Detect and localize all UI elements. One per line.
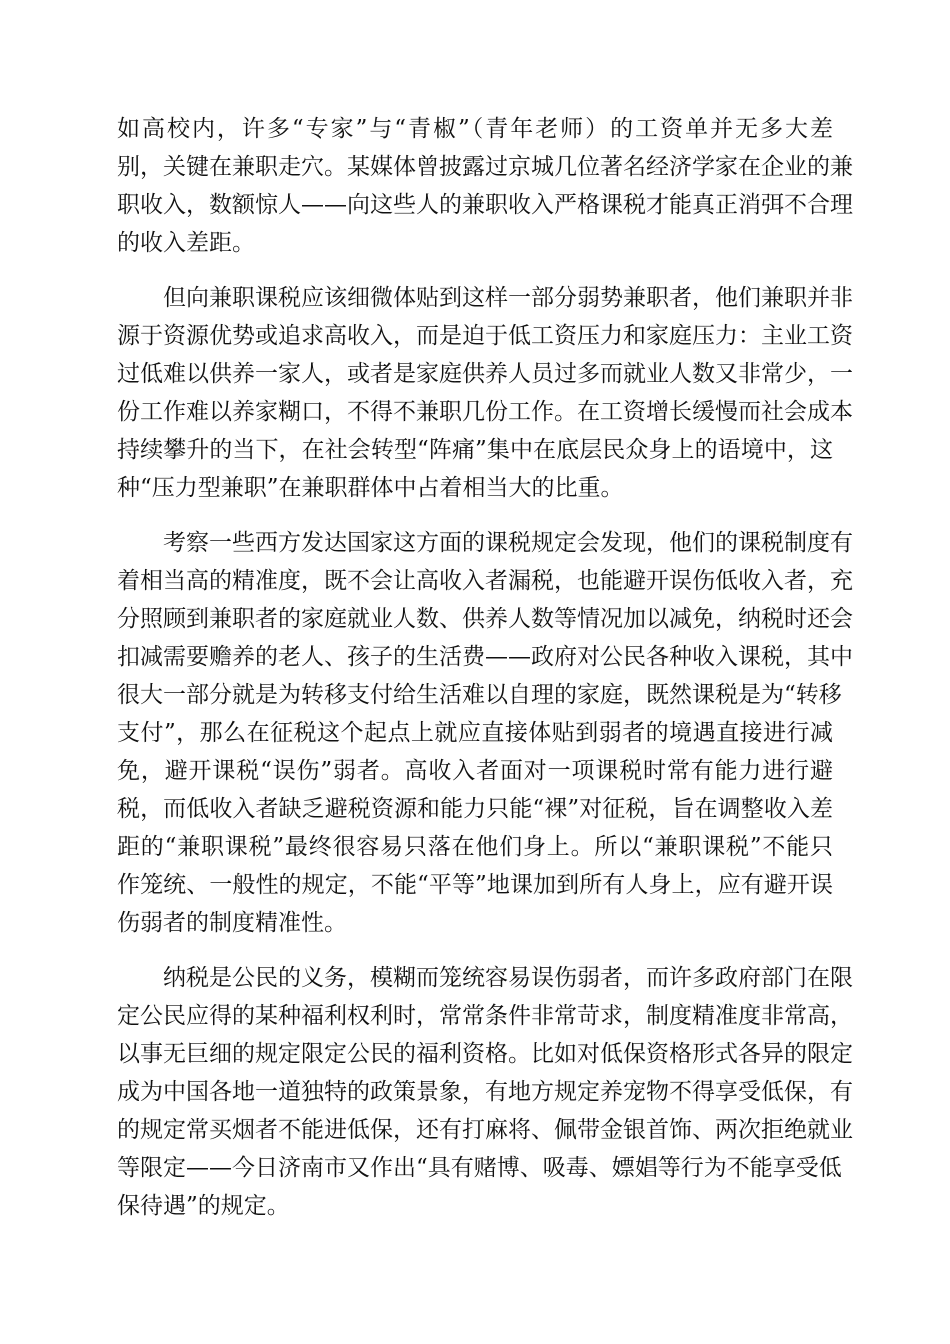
text-line: 如高校内，许多“专家”与“青椒”（青年老师）的工资单并无多大差 [117,116,833,142]
text-line: 支付”，那么在征税这个起点上就应直接体贴到弱者的境遇直接进行减 [117,720,833,746]
text-line: 源于资源优势或追求高收入，而是迫于低工资压力和家庭压力：主业工资 [117,323,853,349]
text-line: 成为中国各地一道独特的政策景象，有地方规定养宠物不得享受低保，有 [117,1079,853,1105]
paragraph-4 [117,959,853,1225]
text-line: 伤弱者的制度精准性。 [117,910,347,936]
text-line: 很大一部分就是为转移支付给生活难以自理的家庭，既然课税是为“转移 [117,682,842,708]
text-line: 考察一些西方发达国家这方面的课税规定会发现，他们的课税制度有 [163,530,853,556]
text-line: 以事无巨细的规定限定公民的福利资格。比如对低保资格形式各异的限定 [117,1041,853,1067]
article-body [117,110,853,1225]
text-line: 的规定常买烟者不能进低保，还有打麻将、佩带金银首饰、两次拒绝就业 [117,1117,853,1143]
text-line: 税，而低收入者缺乏避税资源和能力只能“裸”对征税，旨在调整收入差 [117,796,833,822]
text-line: 保待遇”的规定。 [117,1193,290,1219]
text-line: 持续攀升的当下，在社会转型“阵痛”集中在底层民众身上的语境中，这 [117,437,833,463]
text-line: 纳税是公民的义务，模糊而笼统容易误伤弱者，而许多政府部门在限 [163,965,853,991]
text-line: 别，关键在兼职走穴。某媒体曾披露过京城几位著名经济学家在企业的兼 [117,154,853,180]
text-line: 定公民应得的某种福利权利时，常常条件非常苛求，制度精准度非常高， [117,1003,853,1029]
paragraph-3 [117,524,853,942]
text-line: 分照顾到兼职者的家庭就业人数、供养人数等情况加以减免，纳税时还会 [117,606,853,632]
text-line: 等限定——今日济南市又作出“具有赌博、吸毒、嫖娼等行为不能享受低 [117,1155,842,1181]
text-line: 着相当高的精准度，既不会让高收入者漏税，也能避开误伤低收入者，充 [117,568,853,594]
text-line: 种“压力型兼职”在兼职群体中占着相当大的比重。 [117,475,624,501]
text-line: 作笼统、一般性的规定，不能“平等”地课加到所有人身上，应有避开误 [117,872,833,898]
text-line: 过低难以供养一家人，或者是家庭供养人员过多而就业人数又非常少，一 [117,361,853,387]
text-line: 的收入差距。 [117,230,255,256]
text-line: 但向兼职课税应该细微体贴到这样一部分弱势兼职者，他们兼职并非 [163,285,853,311]
text-line: 扣减需要赡养的老人、孩子的生活费——政府对公民各种收入课税，其中 [117,644,853,670]
paragraph-1 [117,110,853,262]
text-line: 距的“兼职课税”最终很容易只落在他们身上。所以“兼职课税”不能只 [117,834,833,860]
text-line: 份工作难以养家糊口，不得不兼职几份工作。在工资增长缓慢而社会成本 [117,399,853,425]
paragraph-2 [117,279,853,507]
text-line: 免，避开课税“误伤”弱者。高收入者面对一项课税时常有能力进行避 [117,758,833,784]
text-line: 职收入，数额惊人——向这些人的兼职收入严格课税才能真正消弭不合理 [117,192,853,218]
